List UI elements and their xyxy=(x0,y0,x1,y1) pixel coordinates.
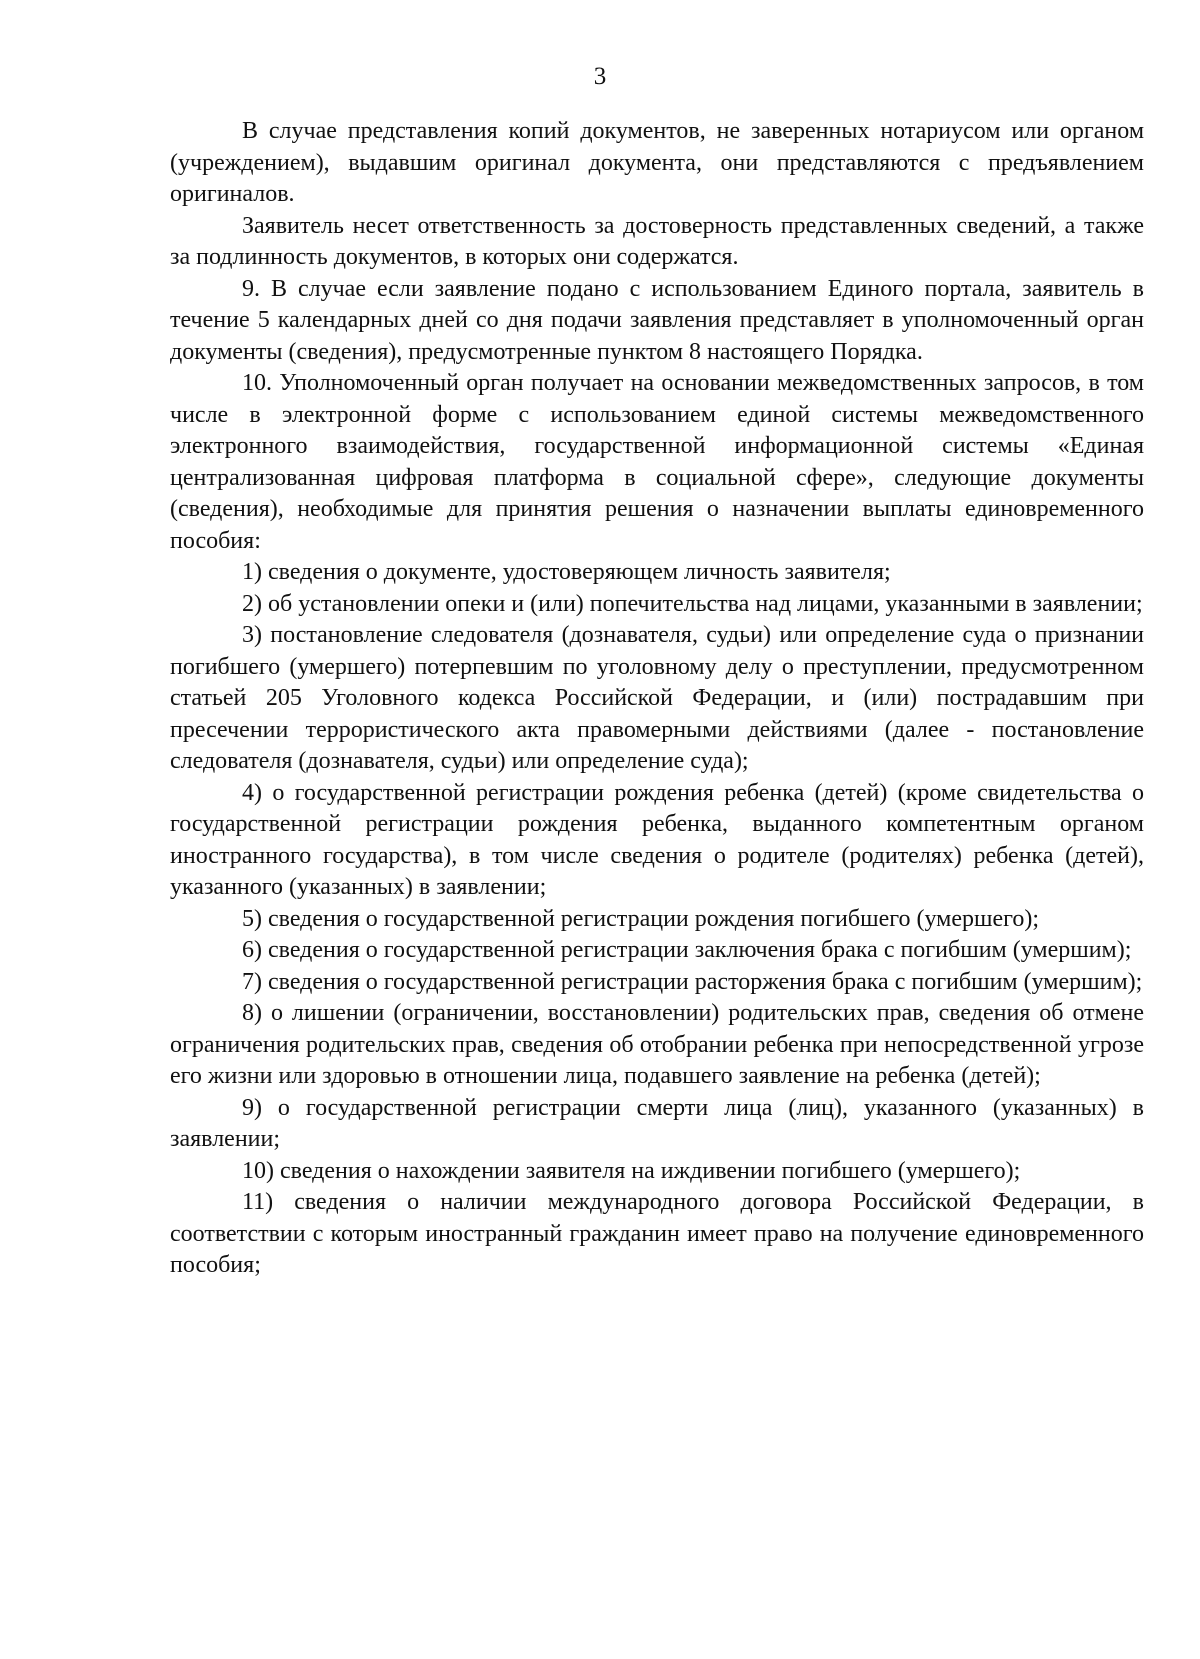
list-item-8: 8) о лишении (ограничении, восстановлении) родительских прав, сведения об отмене ограничения родительских прав, сведения об отобрании ребенка при непосредственной угрозе его жизни или здоровью в отношении лица, подавшего заявление на ребенка (детей); xyxy=(170,1000,1144,1089)
list-item-10: 10) сведения о нахождении заявителя на иждивении погибшего (умершего); xyxy=(242,1157,1021,1184)
page-number: 3 xyxy=(593,63,607,90)
list-item-1: 1) сведения о документе, удостоверяющем личность заявителя; xyxy=(242,559,891,585)
list-item-6: 6) сведения о государственной регистрации заключения брака с погибшим (умершим); xyxy=(242,937,1132,963)
list-item-9: 9) о государственной регистрации смерти лица (лиц), указанного (указанных) в заявлении; xyxy=(170,1094,1144,1152)
list-item-3: 3) постановление следователя (дознавателя, судьи) или определение суда о признании погибшего (умершего) потерпевшим по уголовному делу о преступлении, предусмотренном статьей 205 Уголовного кодекса Российской Федерации, и (или) пострадавшим при пресечении террористического акта правомерными действиями (далее - постановление следователя (дознавателя, судьи) или определение суда); xyxy=(170,622,1144,774)
paragraph-applicant-responsibility: Заявитель несет ответственность за достоверность представленных сведений, а также за подлинность документов, в которых они содержатся. xyxy=(170,212,1144,270)
list-item-5: 5) сведения о государственной регистрации рождения погибшего (умершего); xyxy=(242,905,1040,932)
list-item-11: 11) сведения о наличии международного договора Российской Федерации, в соответствии с которым иностранный гражданин имеет право на получение единовременного пособия; xyxy=(170,1189,1144,1278)
list-item-4: 4) о государственной регистрации рождения ребенка (детей) (кроме свидетельства о государственной регистрации рождения ребенка, выданного компетентным органом иностранного государства), в том числе сведения о родителе (родителях) ребенка (детей), указанного (указанных) в заявлении; xyxy=(170,779,1144,900)
paragraph-item-9: 9. В случае если заявление подано с использованием Единого портала, заявитель в течение 5 календарных дней со дня подачи заявления представляет в уполномоченный орган документы (сведения), предусмотренные пунктом 8 настоящего Порядка. xyxy=(170,275,1144,365)
paragraph-item-10: 10. Уполномоченный орган получает на основании межведомственных запросов, в том числе в электронной форме с использованием единой системы межведомственного электронного взаимодействия, государственной информационной системы «Единая централизованная цифровая платформа в социальной сфере», следующие документы (сведения), необходимые для принятия решения о назначении выплаты единовременного пособия: xyxy=(170,370,1144,554)
list-item-7: 7) сведения о государственной регистрации расторжения брака с погибшим (умершим); xyxy=(242,968,1143,995)
list-item-2: 2) об установлении опеки и (или) попечительства над лицами, указанными в заявлении; xyxy=(242,590,1143,617)
paragraph-copies-of-documents: В случае представления копий документов, не заверенных нотариусом или органом (учреждением), выдавшим оригинал документа, они представляются с предъявлением оригиналов. xyxy=(170,118,1144,207)
document-body xyxy=(170,116,1144,1282)
